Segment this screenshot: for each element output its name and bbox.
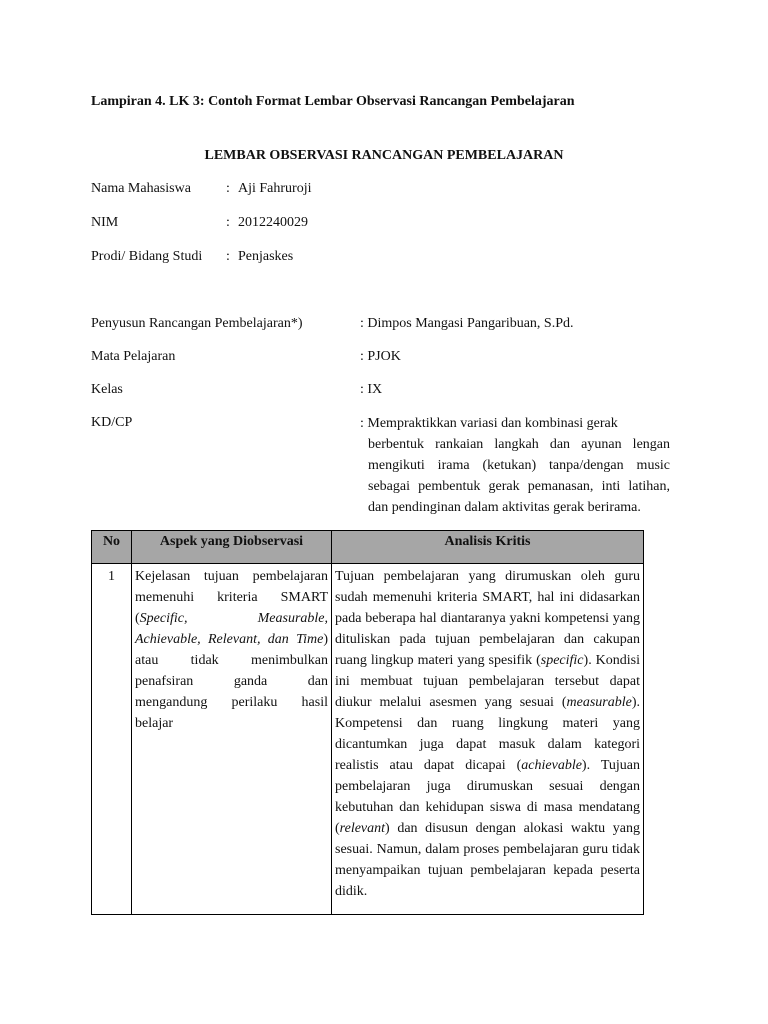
form-title: LEMBAR OBSERVASI RANCANGAN PEMBELAJARAN: [204, 148, 564, 163]
aspek-cell: [132, 564, 332, 915]
student-name-colon: :: [226, 181, 230, 196]
kelas-label: Kelas: [91, 382, 123, 397]
kdcp-value-first-line: : Mempraktikkan variasi dan kombinasi gerak: [360, 416, 618, 431]
analisis-italic-relevant: relevant: [339, 821, 386, 836]
aspek-italic-smart: Specific, Measurable, Achievable, Relevant, dan Time: [135, 611, 328, 647]
aspek-text-2: ) atau tidak menimbulkan penafsiran ganda dan mengandung perilaku hasil belajar: [135, 632, 328, 731]
penyusun-value: : Dimpos Mangasi Pangaribuan, S.Pd.: [360, 316, 574, 331]
kdcp-value: [360, 413, 670, 518]
aspek-text-1: Kejelasan tujuan pembelajaran memenuhi kriteria SMART (: [135, 569, 328, 626]
prodi-colon: :: [226, 249, 230, 264]
observation-table: [91, 530, 644, 915]
student-name-label: Nama Mahasiswa: [91, 181, 191, 196]
kdcp-label: KD/CP: [91, 415, 133, 430]
analisis-italic-measurable: measurable: [566, 695, 632, 710]
analisis-text-1: Tujuan pembelajaran yang dirumuskan oleh guru sudah memenuhi kriteria SMART, hal ini didasarkan pada beberapa hal diantaranya yakni kompetensi yang dituliskan pada tujuan pembelajaran dan cakupan ruang lingkup materi yang spesifik (: [335, 569, 640, 668]
kdcp-value-continuation: berbentuk rankaian langkah dan ayunan lengan mengikuti irama (ketukan) tanpa/dengan music sebagai pembentuk gerak pemanasan, inti latihan, dan pendinginan dalam aktivitas gerak berirama.: [368, 437, 670, 515]
table-row: [92, 564, 644, 915]
analisis-italic-specific: specific: [540, 653, 584, 668]
header-no: No: [92, 531, 132, 564]
prodi-label: Prodi/ Bidang Studi: [91, 249, 203, 264]
prodi-value: Penjaskes: [238, 249, 294, 264]
analisis-cell: [332, 564, 644, 915]
document-title: Lampiran 4. LK 3: Contoh Format Lembar Observasi Rancangan Pembelajaran: [91, 94, 575, 109]
mapel-value: : PJOK: [360, 349, 401, 364]
kelas-value: : IX: [360, 382, 383, 397]
nim-colon: :: [226, 215, 230, 230]
analisis-text-5: ) dan disusun dengan alokasi waktu yang sesuai. Namun, dalam proses pembelajaran guru tidak menyampaikan tujuan pembelajaran kepada peserta didik.: [335, 821, 640, 899]
nim-value: 2012240029: [238, 215, 308, 230]
table-header-row: [92, 531, 644, 564]
student-name-value: Aji Fahruroji: [238, 181, 312, 196]
row-number: 1: [92, 564, 132, 915]
mapel-label: Mata Pelajaran: [91, 349, 176, 364]
penyusun-label: Penyusun Rancangan Pembelajaran*): [91, 316, 303, 331]
header-analisis: Analisis Kritis: [332, 531, 644, 564]
analisis-italic-achievable: achievable: [521, 758, 582, 773]
analisis-text-4: ). Tujuan pembelajaran juga dirumuskan sesuai dengan kebutuhan dan kehidupan siswa di masa mendatang (: [335, 758, 640, 836]
analisis-text-2: ). Kondisi ini membuat tujuan pembelajaran tersebut dapat diukur melalui asesmen yang sesuai (: [335, 653, 641, 710]
nim-label: NIM: [91, 215, 119, 230]
header-aspek: Aspek yang Diobservasi: [132, 531, 332, 564]
analisis-text-3: ). Kompetensi dan ruang lingkung materi yang dicantumkan juga dapat masuk dalam kategori realistis atau dapat dicapai (: [335, 695, 640, 773]
